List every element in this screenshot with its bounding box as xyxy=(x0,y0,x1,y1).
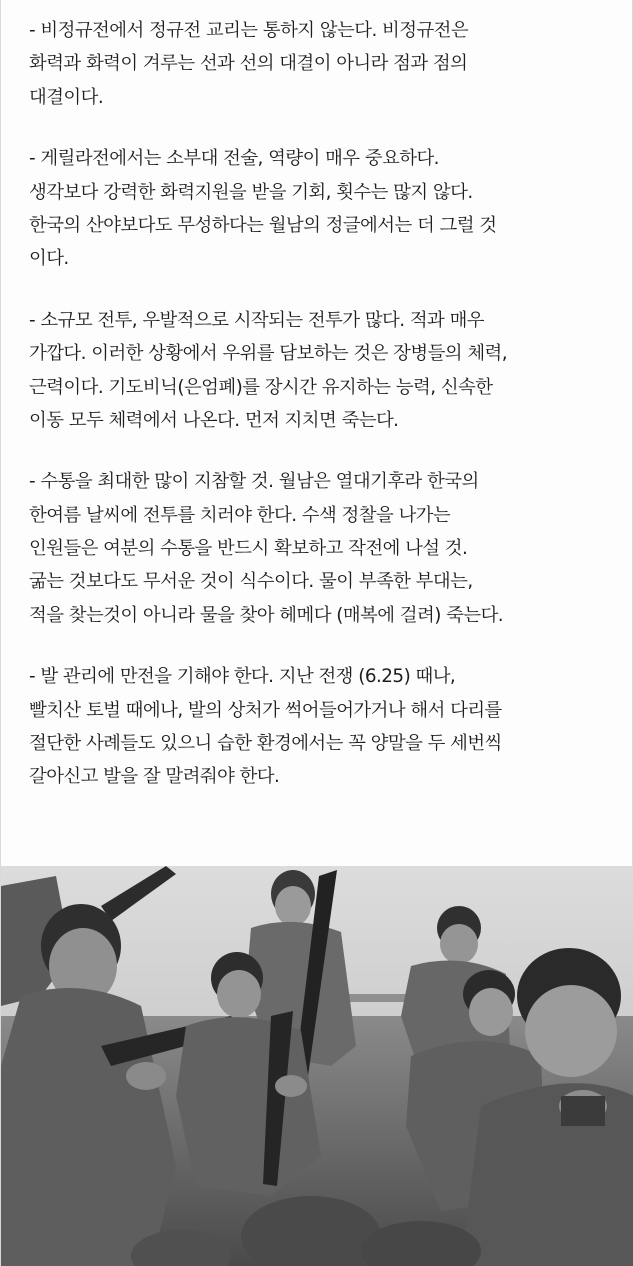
text-line: - 소규모 전투, 우발적으로 시작되는 전투가 많다. 적과 매우 xyxy=(29,309,484,331)
text-line: 갈아신고 발을 잘 말려줘야 한다. xyxy=(29,766,280,788)
text-line: 생각보다 강력한 화력지원을 받을 기회, 횟수는 많지 않다. xyxy=(29,181,473,203)
paragraph-guerrilla-tactics xyxy=(29,142,614,276)
text-line: 한여름 날씨에 전투를 치러야 한다. 수색 정찰을 나가는 xyxy=(29,504,451,526)
soldiers-photo xyxy=(1,866,633,1266)
text-line: 이동 모두 체력에서 나온다. 먼저 지치면 죽는다. xyxy=(29,409,399,431)
text-line: 가깝다. 이러한 상황에서 우위를 담보하는 것은 장병들의 체력, xyxy=(29,343,508,365)
paragraph-canteens xyxy=(29,465,614,632)
text-line: 적을 찾는것이 아니라 물을 찾아 헤메다 (매복에 걸려) 죽는다. xyxy=(29,604,504,626)
article-text xyxy=(1,0,633,866)
text-line: 근력이다. 기도비닉(은엄폐)를 장시간 유지하는 능력, 신속한 xyxy=(29,376,493,398)
text-line: 절단한 사례들도 있으니 습한 환경에서는 꼭 양말을 두 세번씩 xyxy=(29,733,502,755)
text-line: 한국의 산야보다도 무성하다는 월남의 정글에서는 더 그럴 것 xyxy=(29,214,497,236)
paragraph-small-unit-combat xyxy=(29,304,614,438)
text-line: - 수통을 최대한 많이 지참할 것. 월남은 열대기후라 한국의 xyxy=(29,471,479,493)
paragraph-foot-care xyxy=(29,660,614,794)
text-line: - 비정규전에서 정규전 교리는 통하지 않는다. 비정규전은 xyxy=(29,20,469,41)
text-line: 대결이다. xyxy=(29,86,104,108)
text-line: - 게릴라전에서는 소부대 전술, 역량이 매우 중요하다. xyxy=(29,148,439,170)
text-line: 굶는 것보다도 무서운 것이 식수이다. 물이 부족한 부대는, xyxy=(29,571,473,593)
text-line: 인원들은 여분의 수통을 반드시 확보하고 작전에 나설 것. xyxy=(29,538,468,560)
text-line: - 발 관리에 만전을 기해야 한다. 지난 전쟁 (6.25) 때나, xyxy=(29,666,456,688)
soldiers-photo-illustration xyxy=(1,866,633,1266)
text-line: 빨치산 토벌 때에나, 발의 상처가 썩어들어가거나 해서 다리를 xyxy=(29,699,502,721)
text-line: 이다. xyxy=(29,248,69,270)
paragraph-irregular-warfare xyxy=(29,14,614,114)
text-line: 화력과 화력이 겨루는 선과 선의 대결이 아니라 점과 점의 xyxy=(29,53,468,75)
